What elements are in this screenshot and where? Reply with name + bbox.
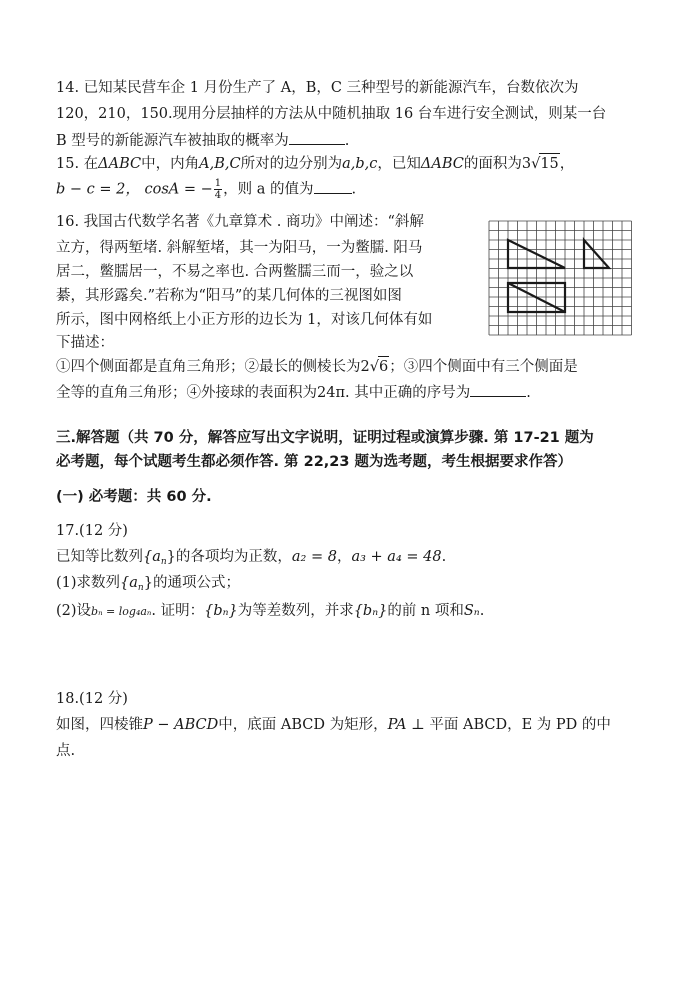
q14-line3 <box>56 130 349 151</box>
q16-line5: 所示，图中网格纸上小正方形的边长为 1，对该几何体有如 <box>56 312 433 328</box>
three-view-grid-figure <box>484 216 636 340</box>
q17-period: . <box>441 549 447 565</box>
q17-part2-text-c: 为等差数列，并求 <box>237 603 354 619</box>
q17-head: 17.(12 分) <box>56 523 128 539</box>
edge-coefficient: 2 <box>360 359 370 375</box>
q16-line6: 下描述： <box>56 335 114 351</box>
q15-text-g: ，则 a 的值为 <box>223 181 314 198</box>
q15-text-f: ， <box>559 156 575 172</box>
q15-text-e: 的面积为 <box>463 156 522 172</box>
q17-text-b: 的各项均为正数， <box>175 549 292 565</box>
q16-text-d: . 其中正确的序号为 <box>344 385 471 401</box>
fraction-numerator: 1 <box>214 178 222 189</box>
q16-line3: 居二，鳖臑居一，不易之率也. 合两鳖臑三而一，验之以 <box>56 264 414 280</box>
pyramid-pabcd: P − ABCD <box>143 717 219 733</box>
seq-a-sub-2: n <box>137 583 144 593</box>
bn-set-2: {bₙ} <box>353 603 388 619</box>
q18-line2: 点. <box>56 743 76 759</box>
sides-abc: a,b,c <box>342 156 378 172</box>
q18-text-a: 如图，四棱锥 <box>56 717 143 733</box>
seq-a-close: } <box>166 549 176 565</box>
q17-line1 <box>56 547 446 572</box>
fraction-one-quarter <box>214 178 222 201</box>
q15-text-c: 所对的边分别为 <box>240 156 343 172</box>
q15-text-b: 中，内角 <box>141 156 200 172</box>
q15-line2 <box>56 178 356 201</box>
answer-blank-14[interactable] <box>289 130 345 145</box>
q14-period: . <box>344 133 350 149</box>
fraction-denominator: 4 <box>214 190 222 201</box>
grid-lines <box>489 221 632 335</box>
edge-radicand: 6 <box>378 356 389 377</box>
q18-text-c: 平面 ABCD，E 为 PD 的中 <box>424 717 611 733</box>
sum-sn: Sₙ <box>463 603 480 619</box>
bn-set: {bₙ} <box>204 603 238 619</box>
q15-line1: 15. 在ΔABC中，内角A,B,C所对的边分别为a,b,c，已知ΔABC的面积为3√15， <box>56 153 574 174</box>
q15-text-d: ，已知 <box>377 156 421 172</box>
q14-line3-text: B 型号的新能源汽车被抽取的概率为 <box>56 133 289 149</box>
q18-head: 18.(12 分) <box>56 691 128 707</box>
angles-abc: A,B,C <box>199 156 241 172</box>
q17-part1-text-a: (1)求数列 <box>56 575 121 591</box>
q17-part1 <box>56 573 240 598</box>
q14-line2: 120，210，150.现用分层抽样的方法从中随机抽取 16 台车进行安全测试，则某一台 <box>56 106 607 122</box>
area-coefficient: 3 <box>521 156 532 172</box>
section3-part1: (一) 必考题：共 60 分. <box>56 489 212 505</box>
seq-a-open: {a <box>143 549 161 565</box>
triangle-abc: ΔABC <box>98 156 142 172</box>
answer-blank-16[interactable] <box>470 382 526 397</box>
q17-part2-text-d: 的前 n 项和 <box>387 603 464 619</box>
q18-line1 <box>56 715 611 735</box>
q14-line1: 14. 已知某民营车企 1 月份生产了 A，B，C 三种型号的新能源汽车，台数依次为 <box>56 80 579 96</box>
q16-line8 <box>56 382 531 403</box>
q17-part2 <box>56 601 484 622</box>
b-minus-c: b − c = 2， <box>56 181 140 198</box>
triangle-abc-2: ΔABC <box>420 156 464 172</box>
seq-a-close-2: } <box>143 575 153 591</box>
seq-a-sub: n <box>160 557 167 567</box>
q17-part2-text-a: (2)设 <box>56 603 92 619</box>
answer-blank-15[interactable] <box>314 179 352 194</box>
q17-part2-text-b: . 证明： <box>151 603 205 619</box>
sphere-area: 24π <box>317 385 345 401</box>
seq-a-open-2: {a <box>120 575 138 591</box>
q15-period: . <box>351 181 357 198</box>
q16-line7: ①四个侧面都是直角三角形；②最长的侧棱长为2√6；③四个侧面中有三个侧面是 <box>56 356 578 377</box>
bn-definition: bₙ = log₄aₙ <box>91 605 152 618</box>
cos-a-lhs: cosA = − <box>144 181 213 198</box>
q16-line2: 立方，得两堑堵. 斜解堑堵，其一为阳马，一为鳖臑. 阳马 <box>56 240 423 256</box>
side-view-triangle <box>584 240 609 268</box>
section3-heading-line1: 三.解答题（共 70 分，解答应写出文字说明，证明过程或演算步骤. 第 17-21 题为 <box>56 430 594 446</box>
condition-a3-a4: a₃ + a₄ = 48 <box>351 549 442 565</box>
q17-comma: ， <box>336 549 352 565</box>
q18-text-b: 中，底面 ABCD 为矩形， <box>218 717 388 733</box>
q17-part1-text-b: 的通项公式； <box>152 575 240 591</box>
q16-period: . <box>526 385 531 401</box>
area-radicand: 15 <box>539 153 559 174</box>
q16-text-a: ①四个侧面都是直角三角形；②最长的侧棱长为 <box>56 359 361 375</box>
pa-perpendicular: PA ⊥ <box>387 717 425 733</box>
q16-text-c: 全等的直角三角形；④外接球的表面积为 <box>56 385 317 401</box>
q17-part2-period: . <box>479 603 485 619</box>
q17-text-a: 已知等比数列 <box>56 549 143 565</box>
q15-text-a: 15. 在 <box>56 156 99 172</box>
section3-heading-line2: 必考题，每个试题考生都必须作答. 第 22,23 题为选考题，考生根据要求作答） <box>56 454 573 470</box>
q16-line1: 16. 我国古代数学名著《九章算术 . 商功》中阐述：“斜解 <box>56 214 424 230</box>
q16-text-b: ；③四个侧面中有三个侧面是 <box>389 359 578 375</box>
condition-a2: a₂ = 8 <box>291 549 337 565</box>
q16-line4: 綦，其形露矣.”若称为“阳马”的某几何体的三视图如图 <box>56 288 402 304</box>
